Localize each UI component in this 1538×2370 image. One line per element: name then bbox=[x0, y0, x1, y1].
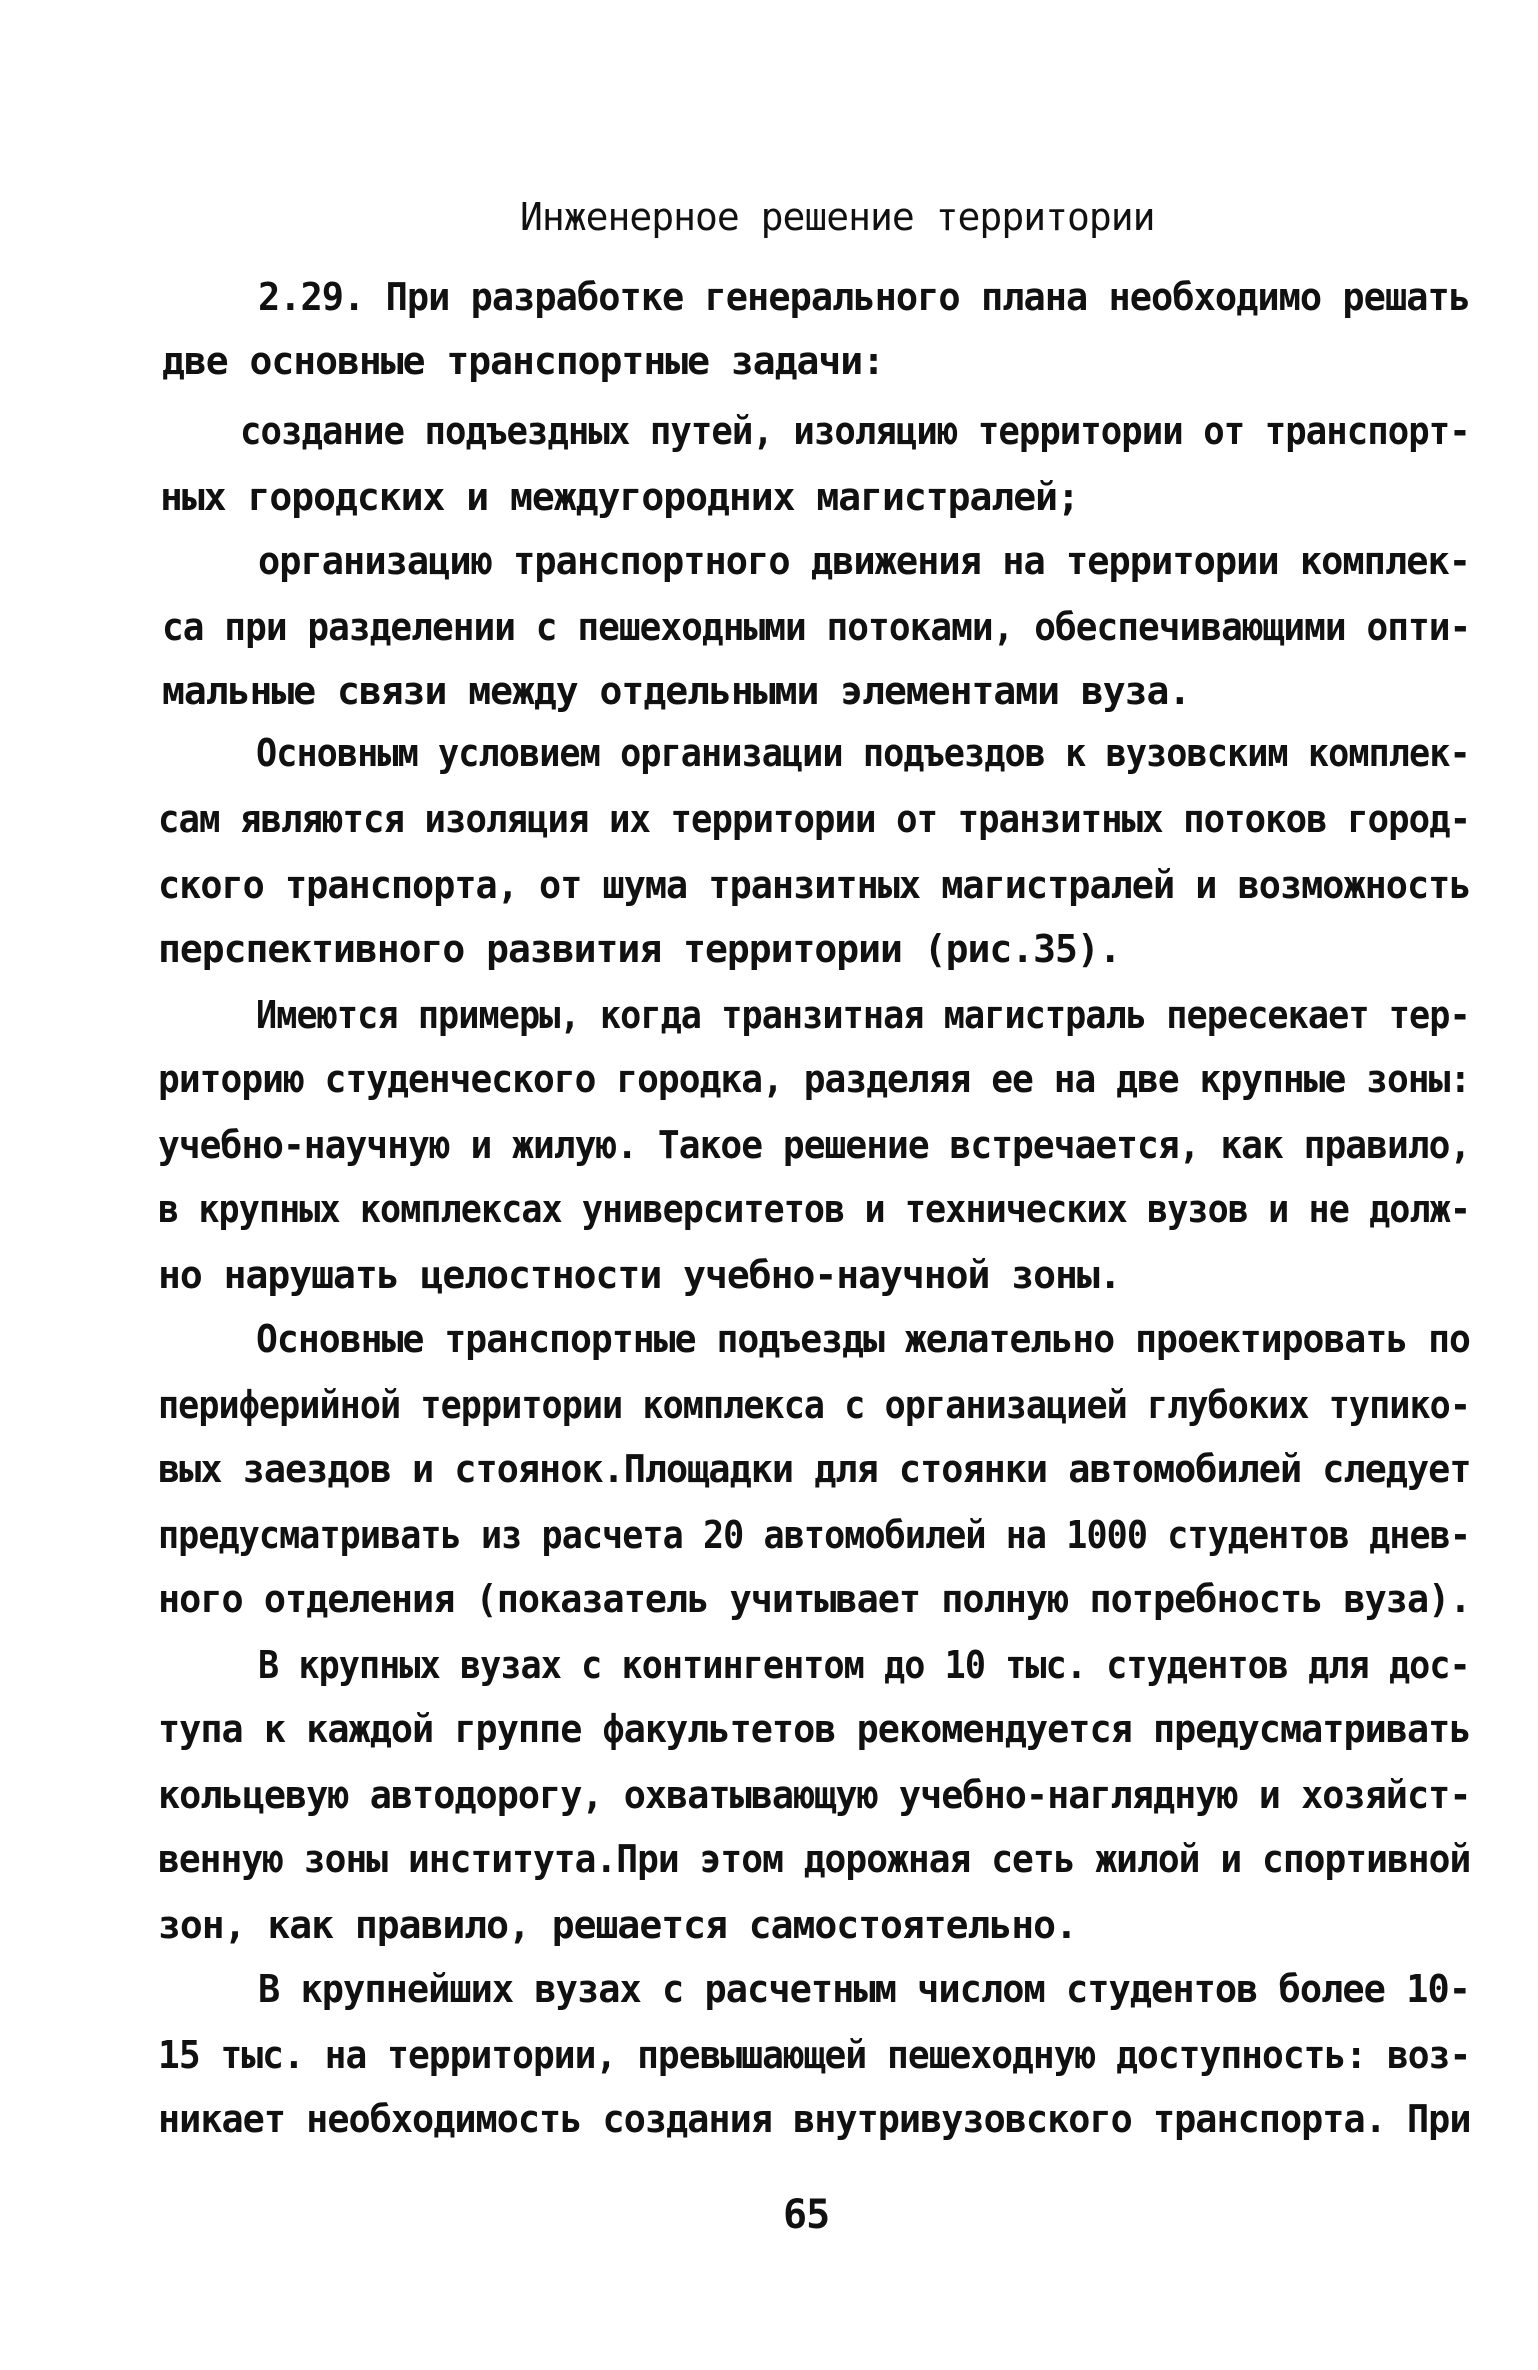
text-line: Основные транспортные подъезды желательно проектировать по bbox=[256, 1317, 1470, 1361]
text-line: зон, как правило, решается самостоятельно. bbox=[158, 1903, 1077, 1947]
text-line: но нарушать целостности учебно-научной зоны. bbox=[158, 1253, 1121, 1297]
text-line: мальные связи между отдельными элементами вуза. bbox=[162, 669, 1191, 713]
text-line: ного отделения (показатель учитывает полную потребность вуза). bbox=[158, 1577, 1471, 1621]
section-heading: Инженерное решение территории bbox=[520, 195, 1155, 239]
text-line: периферийной территории комплекса с организацией глубоких тупико- bbox=[158, 1383, 1471, 1427]
text-line: са при разделении с пешеходными потоками, обеспечивающими опти- bbox=[162, 605, 1471, 649]
text-line: риторию студенческого городка, разделяя ее на две крупные зоны: bbox=[158, 1057, 1471, 1101]
text-line: учебно-научную и жилую. Такое решение встречается, как правило, bbox=[158, 1123, 1471, 1167]
text-line: 2.29. При разработке генерального плана необходимо решать bbox=[258, 275, 1471, 319]
text-line: В крупных вузах с контингентом до 10 тыс. студентов для дос- bbox=[258, 1643, 1470, 1687]
text-line: организацию транспортного движения на территории комплек- bbox=[258, 539, 1471, 583]
text-line: сам являются изоляция их территории от транзитных потоков город- bbox=[158, 797, 1471, 841]
text-line: ных городских и междугородних магистралей; bbox=[160, 475, 1079, 519]
text-line: Имеются примеры, когда транзитная магистраль пересекает тер- bbox=[256, 993, 1470, 1037]
text-line: никает необходимость создания внутривузовского транспорта. При bbox=[158, 2097, 1471, 2141]
text-line: создание подъездных путей, изоляцию территории от транспорт- bbox=[240, 409, 1470, 453]
text-line: перспективного развития территории (рис.35). bbox=[158, 927, 1121, 971]
text-line: венную зоны института.При этом дорожная сеть жилой и спортивной bbox=[158, 1837, 1471, 1881]
text-line: предусматривать из расчета 20 автомобилей на 1000 студентов днев- bbox=[158, 1513, 1471, 1557]
text-line: две основные транспортные задачи: bbox=[162, 339, 884, 383]
text-line: вых заездов и стоянок.Площадки для стоянки автомобилей следует bbox=[158, 1447, 1471, 1491]
page-number: 65 bbox=[783, 2192, 830, 2238]
text-line: Основным условием организации подъездов к вузовским комплек- bbox=[256, 731, 1470, 775]
text-line: в крупных комплексах университетов и технических вузов и не долж- bbox=[158, 1187, 1471, 1231]
text-line: ского транспорта, от шума транзитных магистралей и возможность bbox=[158, 863, 1471, 907]
text-line: тупа к каждой группе факультетов рекомендуется предусматривать bbox=[158, 1707, 1471, 1751]
text-line: кольцевую автодорогу, охватывающую учебно-наглядную и хозяйст- bbox=[158, 1773, 1471, 1817]
text-line: В крупнейших вузах с расчетным числом студентов более 10- bbox=[258, 1967, 1471, 2011]
text-line: 15 тыс. на территории, превышающей пешеходную доступность: воз- bbox=[158, 2033, 1471, 2077]
